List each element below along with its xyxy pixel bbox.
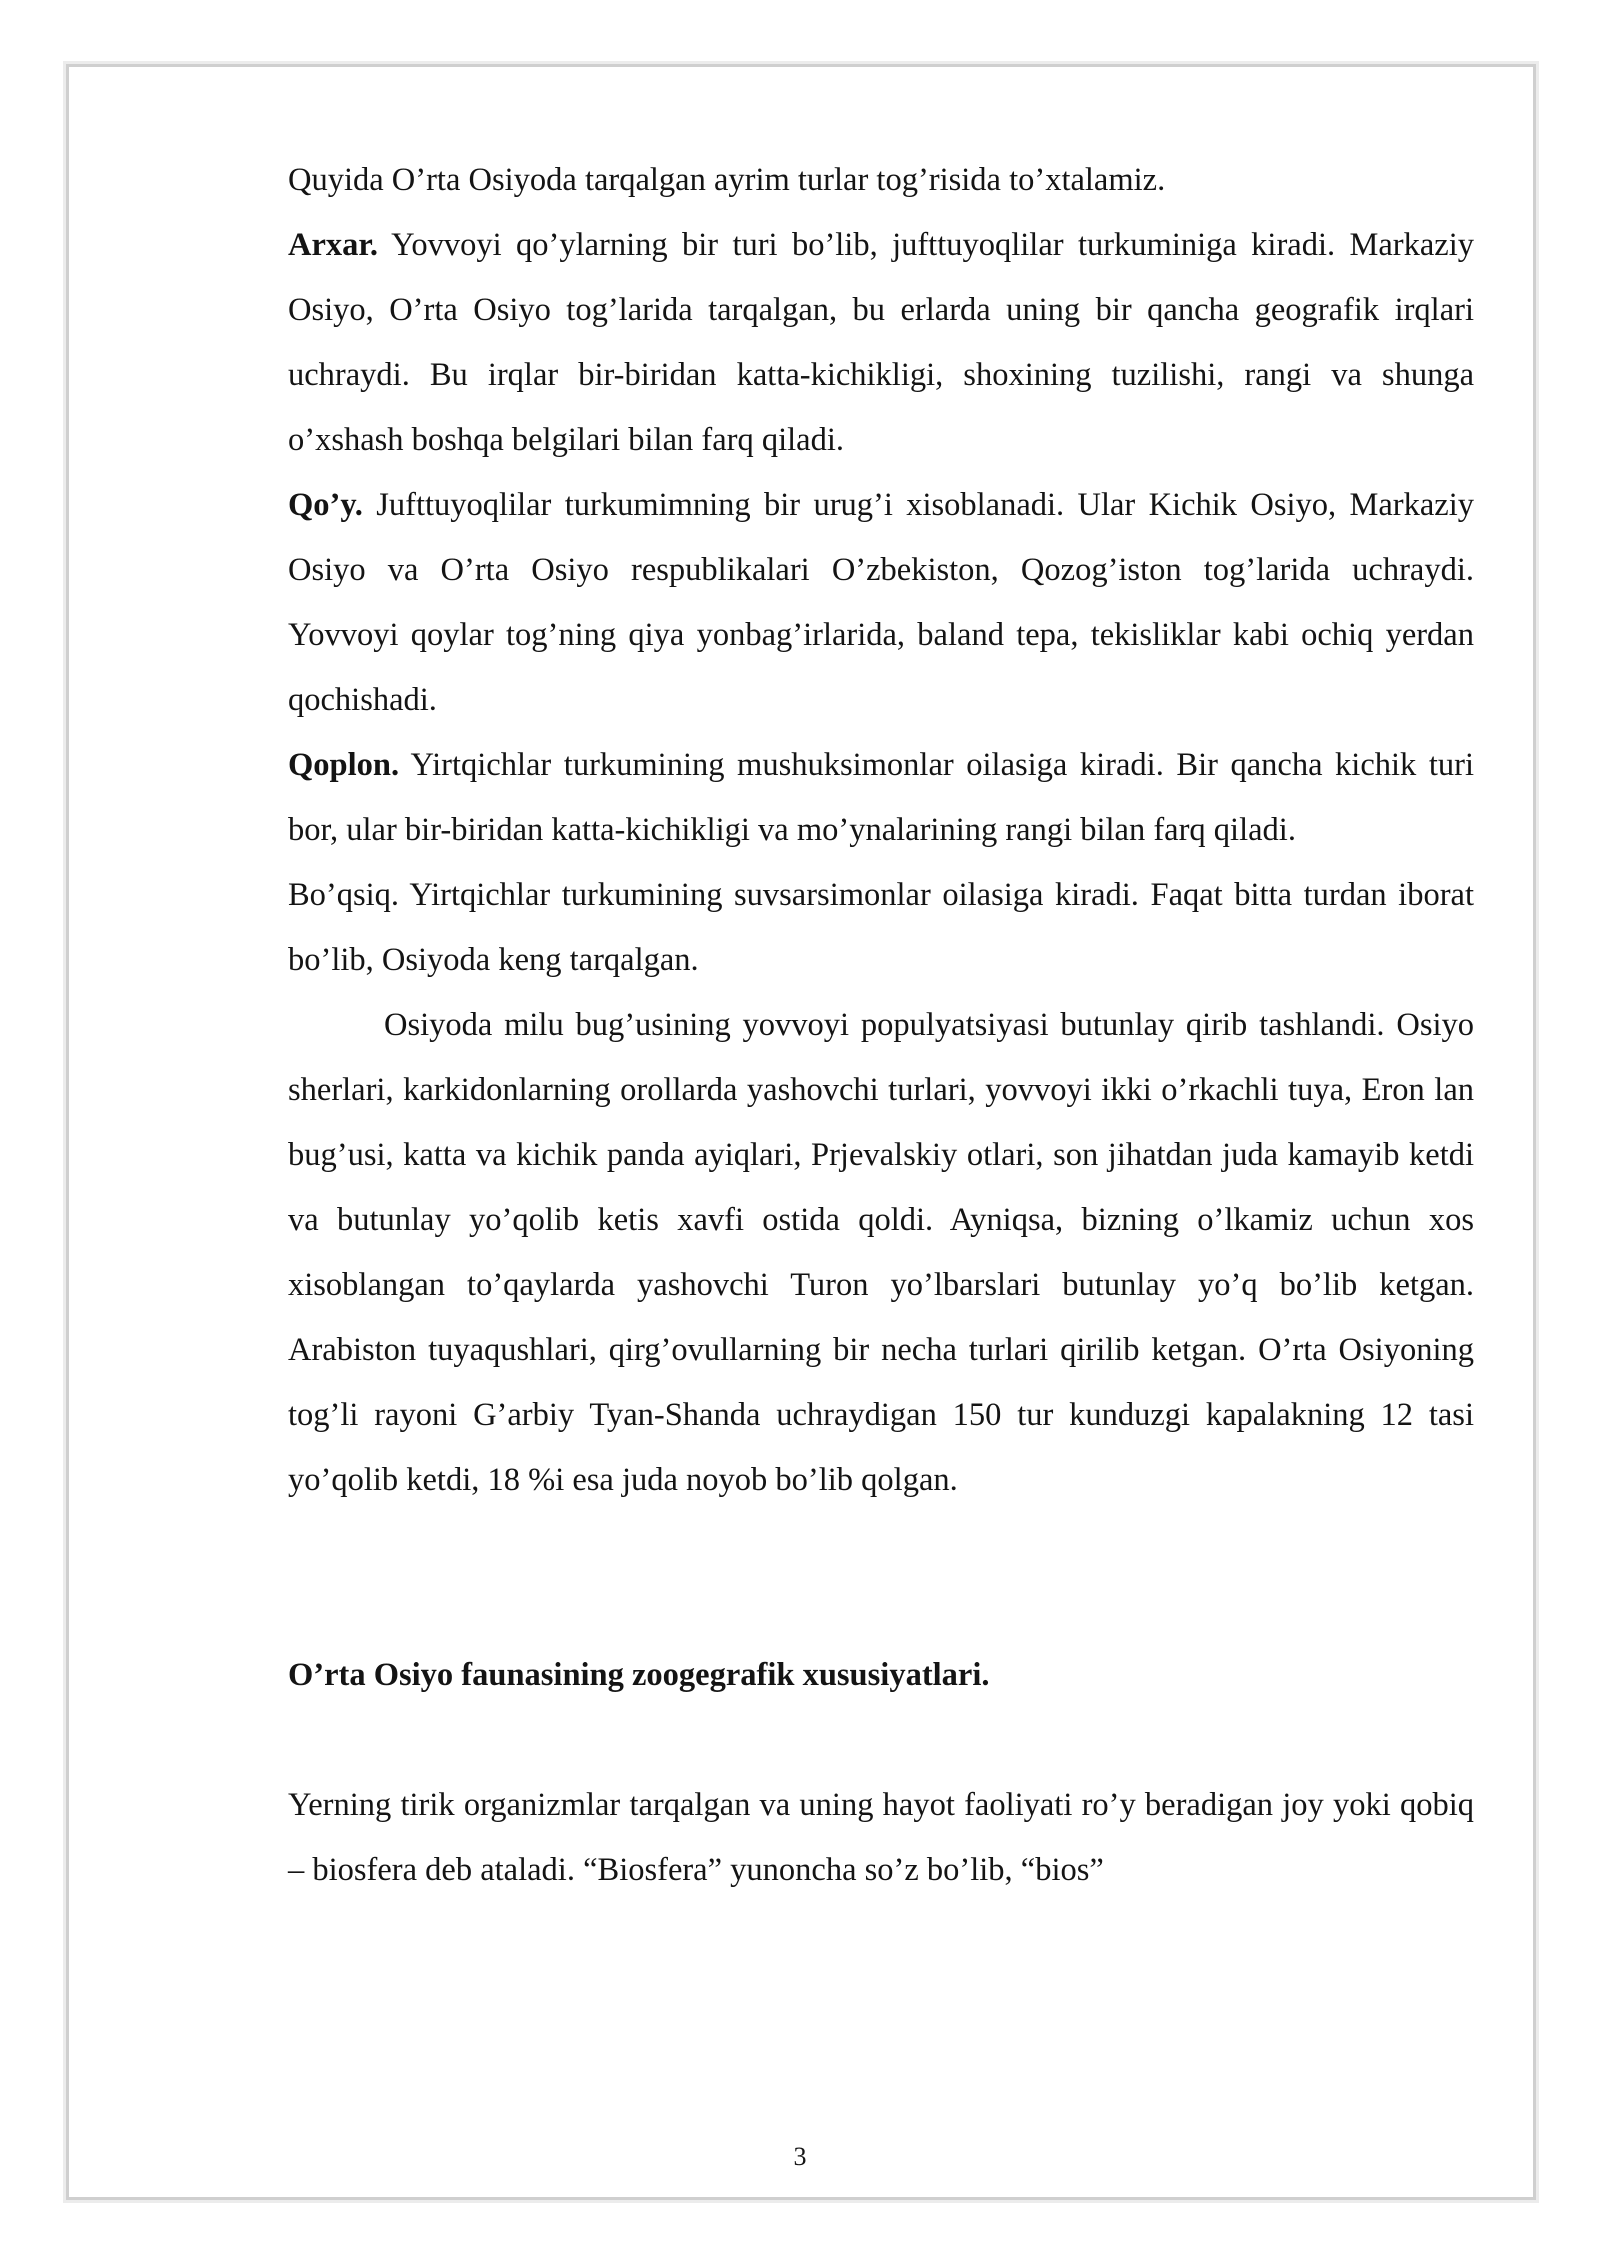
species-text: Yovvoyi qo’ylarning bir turi bo’lib, jufttuyoqlilar turkuminiga kiradi. Markaziy Osiyo, O’rta Osiyo tog’larida tarqalgan, bu erlarda uning bir qancha geografik irqlari uchraydi. Bu irqlar bir-biridan katta-kichikligi, shoxining tuzilishi, rangi va shunga o’xshash boshqa belgilari bilan farq qiladi. bbox=[288, 227, 1474, 458]
species-term: Qo’y. bbox=[288, 487, 363, 523]
species-paragraph-arxar bbox=[288, 213, 1474, 473]
intro-paragraph: Quyida O’rta Osiyoda tarqalgan ayrim turlar tog’risida to’xtalamiz. bbox=[288, 162, 1166, 198]
species-paragraph-boqsiq: Bo’qsiq. Yirtqichlar turkumining suvsarsimonlar oilasiga kiradi. Faqat bitta turdan iborat bo’lib, Osiyoda keng tarqalgan. bbox=[288, 877, 1474, 978]
species-text: Yirtqichlar turkumining mushuksimonlar oilasiga kiradi. Bir qancha kichik turi bor, ular bir-biridan katta-kichikligi va mo’ynalarining rangi bilan farq qiladi. bbox=[288, 747, 1474, 848]
document-body bbox=[288, 148, 1474, 1903]
biosphere-paragraph: Yerning tirik organizmlar tarqalgan va uning hayot faoliyati ro’y beradigan joy yoki qobiq – biosfera deb ataladi. “Biosfera” yunoncha so’z bo’lib, “bios” bbox=[288, 1787, 1474, 1888]
species-term: Qoplon. bbox=[288, 747, 400, 783]
species-paragraph-qoplon bbox=[288, 733, 1474, 863]
section-heading: O’rta Osiyo faunasining zoogegrafik xususiyatlari. bbox=[288, 1657, 990, 1693]
species-text: Jufttuyoqlilar turkumimning bir urug’i xisoblanadi. Ular Kichik Osiyo, Markaziy Osiyo va O’rta Osiyo respublikalari O’zbekiston, Qozog’iston tog’larida uchraydi. Yovvoyi qoylar tog’ning qiya yonbag’irlarida, baland tepa, tekisliklar kabi ochiq yerdan qochishadi. bbox=[288, 487, 1474, 718]
species-paragraph-qoy bbox=[288, 473, 1474, 733]
extinction-paragraph: Osiyoda milu bug’usining yovvoyi populyatsiyasi butunlay qirib tashlandi. Osiyo sherlari, karkidonlarning orollarda yashovchi turlari, yovvoyi ikki o’rkachli tuya, Eron lan bug’usi, katta va kichik panda ayiqlari, Prjevalskiy otlari, son jihatdan juda kamayib ketdi va butunlay yo’qolib ketis xavfi ostida qoldi. Ayniqsa, bizning o’lkamiz uchun xos xisoblangan to’qaylarda yashovchi Turon yo’lbarslari butunlay yo’q bo’lib ketgan. Arabiston tuyaqushlari, qirg’ovullarning bir necha turlari qirilib ketgan. O’rta Osiyoning tog’li rayoni G’arbiy Tyan-Shanda uchraydigan 150 tur kunduzgi kapalakning 12 tasi yo’qolib ketdi, 18 %i esa juda noyob bo’lib qolgan. bbox=[288, 1007, 1474, 1498]
page-number: 3 bbox=[793, 2142, 807, 2171]
species-term: Arxar. bbox=[288, 227, 378, 263]
